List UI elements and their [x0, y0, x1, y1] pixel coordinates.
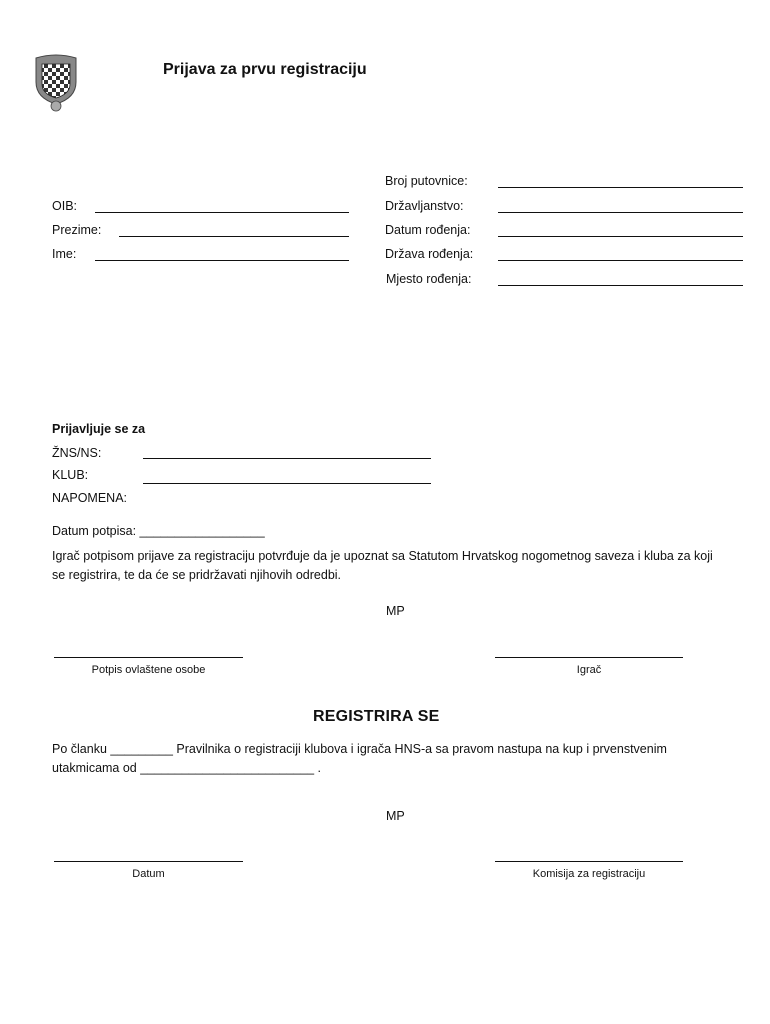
drzava-rodenja-label: Država rođenja: [385, 247, 474, 261]
datum-rodenja-field[interactable] [498, 236, 743, 237]
mjesto-rodenja-label: Mjesto rođenja: [386, 272, 472, 286]
prezime-label: Prezime: [52, 223, 102, 237]
broj-putovnice-label: Broj putovnice: [385, 174, 468, 188]
signature-label-authorized: Potpis ovlaštene osobe [91, 664, 206, 676]
drzavljanstvo-field[interactable] [498, 212, 743, 213]
prezime-field[interactable] [119, 236, 349, 237]
mjesto-rodenja-field[interactable] [498, 285, 743, 286]
datum-rodenja-label: Datum rođenja: [385, 223, 471, 237]
oib-label: OIB: [52, 199, 78, 213]
page-title: Prijava za prvu registraciju [163, 61, 367, 78]
mp-stamp-label: MP [386, 604, 405, 618]
signature-line-commission[interactable] [495, 861, 683, 862]
oib-field[interactable] [95, 212, 349, 213]
broj-putovnice-field[interactable] [498, 187, 743, 188]
drzava-rodenja-field[interactable] [498, 260, 743, 261]
prijavljuje-se-heading: Prijavljuje se za [52, 422, 146, 436]
declaration-text: Igrač potpisom prijave za registraciju potvrđuje da je upoznat sa Statutom Hrvatskog nogometnog saveza i kluba za koji se registrira, te da će se pridržavati njihovih odredbi. [52, 549, 713, 582]
klub-field[interactable] [143, 483, 431, 484]
registration-paragraph: Po članku _________ Pravilnika o registraciji klubova i igrača HNS-a sa pravom nastupa na kup i prvenstvenim utakmicama od _________________________ . [52, 742, 667, 775]
hns-crest-icon [32, 52, 80, 112]
zns-field[interactable] [143, 458, 431, 459]
signature-label-commission: Komisija za registraciju [532, 868, 646, 880]
signature-line-authorized[interactable] [54, 657, 243, 658]
mp-stamp-label-2: MP [386, 809, 405, 823]
signature-label-player: Igrač [576, 664, 602, 676]
datum-potpisa-field[interactable]: Datum potpisa: __________________ [52, 524, 265, 538]
zns-label: ŽNS/NS: [52, 446, 102, 460]
ime-label: Ime: [52, 247, 77, 261]
signature-line-date[interactable] [54, 861, 243, 862]
signature-line-player[interactable] [495, 657, 683, 658]
ime-field[interactable] [95, 260, 349, 261]
klub-label: KLUB: [52, 468, 89, 482]
signature-label-date: Datum [132, 868, 165, 880]
drzavljanstvo-label: Državljanstvo: [385, 199, 464, 213]
napomena-label: NAPOMENA: [52, 491, 128, 505]
registrira-se-heading: REGISTRIRA SE [313, 708, 440, 725]
